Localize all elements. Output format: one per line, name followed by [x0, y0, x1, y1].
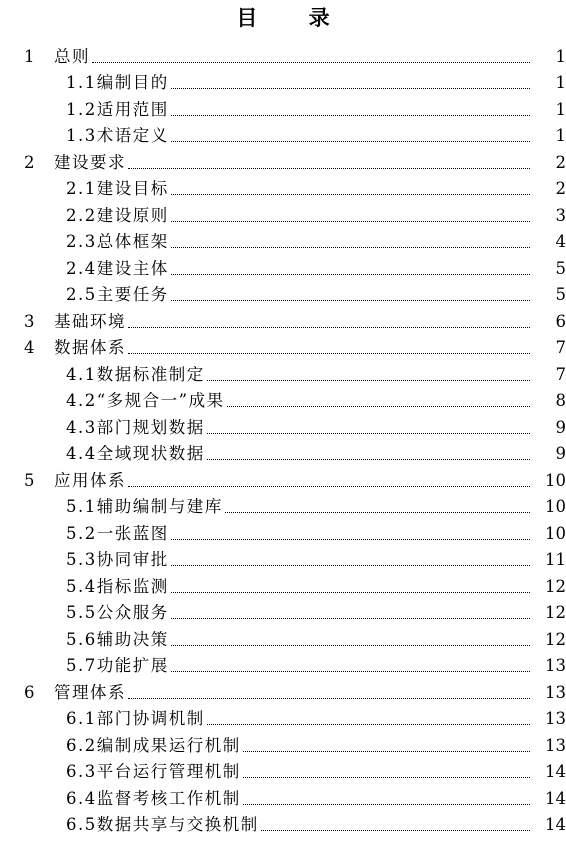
- toc-entry-label: [0, 496, 225, 518]
- toc-leader-dots: [171, 617, 530, 619]
- toc-entry-number: 1.1: [66, 73, 97, 92]
- toc-entry-text: 建设主体: [96, 258, 169, 278]
- toc-leader-dots: [171, 246, 530, 248]
- toc-entry-number: 2.2: [66, 205, 97, 225]
- toc-page-number: 13: [545, 656, 566, 675]
- toc-entry-label: [0, 46, 92, 68]
- toc-entry-text: 监督考核工作机制: [96, 788, 241, 808]
- toc-leader-dots: [171, 538, 530, 540]
- toc-section-entry[interactable]: [0, 545, 566, 572]
- toc-chapter-entry[interactable]: [0, 465, 566, 492]
- toc-entry-number: 1: [24, 46, 36, 66]
- toc-entry-number: 2.5: [66, 285, 97, 304]
- toc-entry-number: 5.7: [66, 656, 97, 675]
- toc-entry-number: 4.1: [66, 364, 97, 384]
- toc-entry-label: [0, 284, 171, 306]
- toc-section-entry[interactable]: [0, 94, 566, 121]
- toc-entry-label: [0, 470, 128, 492]
- toc-entry-label: [0, 814, 261, 836]
- toc-page-number: 3: [555, 205, 566, 225]
- toc-entry-text: 总体框架: [96, 232, 169, 251]
- toc-entry-text: 平台运行管理机制: [96, 762, 241, 781]
- toc-page-number: 10: [545, 523, 566, 543]
- toc-entry-label: [0, 443, 207, 465]
- toc-section-entry[interactable]: [0, 598, 566, 625]
- toc-entry-label: [0, 231, 171, 253]
- toc-leader-dots: [207, 458, 530, 460]
- toc-leader-dots: [171, 140, 530, 142]
- toc-entry-label: [0, 364, 207, 386]
- toc-page-number: 2: [555, 152, 566, 172]
- toc-entry-label: [0, 788, 243, 810]
- toc-leader-dots: [128, 485, 530, 487]
- toc-entry-text: 协同审批: [96, 550, 169, 569]
- toc-entry-number: 6.3: [66, 762, 97, 781]
- toc-chapter-entry[interactable]: [0, 147, 566, 174]
- toc-page-number: 10: [545, 470, 566, 490]
- toc-entry-number: 4: [24, 338, 36, 357]
- toc-entry-label: [0, 99, 171, 121]
- toc-section-entry[interactable]: [0, 518, 566, 545]
- toc-section-entry[interactable]: [0, 624, 566, 651]
- toc-entry-label: [0, 311, 128, 333]
- toc-page-number: 7: [555, 364, 566, 384]
- toc-entry-number: 1.3: [66, 126, 97, 145]
- toc-section-entry[interactable]: [0, 571, 566, 598]
- toc-section-entry[interactable]: [0, 280, 566, 307]
- toc-entry-text: 主要任务: [96, 285, 169, 304]
- toc-leader-dots: [243, 776, 530, 778]
- toc-entry-text: 数据共享与交换机制: [96, 815, 259, 834]
- toc-chapter-entry[interactable]: [0, 306, 566, 333]
- toc-entry-label: [0, 178, 171, 200]
- toc-entry-text: 辅助编制与建库: [96, 497, 223, 516]
- toc-entry-label: [0, 735, 243, 757]
- toc-leader-dots: [171, 644, 530, 646]
- toc-entry-text: 编制成果运行机制: [96, 735, 241, 755]
- toc-page-number: 6: [555, 311, 566, 331]
- toc-leader-dots: [128, 697, 530, 699]
- toc-entry-number: 4.4: [66, 444, 97, 463]
- toc-page-number: 4: [555, 232, 566, 251]
- toc-entry-text: 数据体系: [54, 338, 126, 357]
- toc-page-number: 13: [545, 682, 566, 702]
- toc-entry-text: 管理体系: [54, 682, 126, 702]
- toc-entry-text: 辅助决策: [96, 629, 169, 649]
- toc-entry-number: 6.4: [66, 788, 97, 808]
- toc-section-entry[interactable]: [0, 253, 566, 280]
- toc-entry-text: 指标监测: [96, 576, 169, 596]
- toc-leader-dots: [171, 670, 530, 672]
- toc-section-entry[interactable]: [0, 704, 566, 731]
- toc-leader-dots: [207, 723, 530, 725]
- toc-leader-dots: [171, 220, 530, 222]
- toc-entry-number: 2.4: [66, 258, 97, 278]
- toc-section-entry[interactable]: [0, 810, 566, 837]
- toc-page-number: 12: [545, 576, 566, 596]
- toc-entry-label: [0, 205, 171, 227]
- toc-page-number: 11: [545, 550, 566, 569]
- toc-entry-text: 应用体系: [54, 470, 126, 490]
- toc-entry-text: 部门协调机制: [96, 709, 205, 728]
- toc-entry-label: [0, 523, 171, 545]
- toc-entry-text: 适用范围: [96, 99, 169, 119]
- toc-leader-dots: [207, 432, 530, 434]
- toc-page-number: 5: [555, 285, 566, 304]
- toc-page-number: 10: [545, 497, 566, 516]
- toc-entry-text: 总则: [54, 46, 90, 66]
- toc-section-entry[interactable]: [0, 386, 566, 413]
- toc-entry-number: 5.3: [66, 550, 97, 569]
- toc-page-number: 1: [555, 46, 566, 66]
- toc-section-entry[interactable]: [0, 757, 566, 784]
- toc-section-entry[interactable]: [0, 174, 566, 201]
- toc-section-entry[interactable]: [0, 651, 566, 678]
- toc-entry-text: 基础环境: [54, 311, 126, 331]
- toc-page-number: 9: [555, 417, 566, 437]
- toc-entry-number: 4.2: [66, 391, 97, 410]
- toc-entry-number: 5: [24, 470, 36, 490]
- toc-section-entry[interactable]: [0, 783, 566, 810]
- toc-leader-dots: [171, 591, 530, 593]
- toc-entry-number: 2: [24, 152, 36, 172]
- toc-entry-label: [0, 761, 243, 783]
- toc-leader-dots: [225, 511, 530, 513]
- toc-entry-text: 术语定义: [96, 126, 169, 145]
- toc-page-number: 13: [545, 709, 566, 728]
- toc-entry-number: 5.5: [66, 603, 97, 622]
- toc-entry-text: 建设目标: [96, 179, 169, 198]
- toc-entry-label: [0, 549, 171, 571]
- toc-page-number: 14: [545, 788, 566, 808]
- toc-entry-label: [0, 390, 227, 412]
- toc-leader-dots: [171, 564, 530, 566]
- toc-leader-dots: [171, 273, 530, 275]
- toc-page-number: 1: [555, 126, 566, 145]
- toc-entry-number: 5.2: [66, 523, 97, 543]
- toc-page-number: 12: [545, 629, 566, 649]
- toc-entry-label: [0, 682, 128, 704]
- toc-entry-label: [0, 337, 128, 359]
- toc-chapter-entry[interactable]: [0, 333, 566, 360]
- toc-chapter-entry[interactable]: [0, 41, 566, 68]
- toc-entry-number: 1.2: [66, 99, 97, 119]
- toc-entry-number: 5.6: [66, 629, 97, 649]
- toc-entry-number: 6.2: [66, 735, 97, 755]
- toc-entry-text: 部门规划数据: [96, 417, 205, 437]
- toc-entry-text: 建设原则: [96, 205, 169, 225]
- toc-page-number: 9: [555, 444, 566, 463]
- toc-leader-dots: [243, 803, 530, 805]
- toc-entry-text: “多规合一”成果: [96, 391, 225, 410]
- toc-section-entry[interactable]: [0, 439, 566, 466]
- toc-page-number: 14: [545, 762, 566, 781]
- toc-entry-label: [0, 258, 171, 280]
- toc-leader-dots: [128, 326, 530, 328]
- toc-leader-dots: [128, 167, 530, 169]
- toc-section-entry[interactable]: [0, 227, 566, 254]
- toc-page-number: 1: [555, 99, 566, 119]
- toc-entry-label: [0, 602, 171, 624]
- toc-leader-dots: [171, 193, 530, 195]
- toc-chapter-entry[interactable]: [0, 677, 566, 704]
- toc-entry-text: 数据标准制定: [96, 364, 205, 384]
- toc-entry-label: [0, 708, 207, 730]
- toc-section-entry[interactable]: [0, 492, 566, 519]
- toc-page-number: 7: [555, 338, 566, 357]
- toc-leader-dots: [171, 299, 530, 301]
- toc-entry-text: 建设要求: [54, 152, 126, 172]
- toc-leader-dots: [227, 405, 530, 407]
- toc-page-number: 8: [555, 391, 566, 410]
- toc-leader-dots: [128, 352, 530, 354]
- toc-section-entry[interactable]: [0, 359, 566, 386]
- toc-page-number: 5: [555, 258, 566, 278]
- toc-entry-number: 4.3: [66, 417, 97, 437]
- toc-entry-label: [0, 152, 128, 174]
- toc-section-entry[interactable]: [0, 68, 566, 95]
- toc-entry-label: [0, 576, 171, 598]
- toc-leader-dots: [171, 114, 530, 116]
- toc-entry-text: 全域现状数据: [96, 444, 205, 463]
- toc-entry-label: [0, 125, 171, 147]
- toc-entry-number: 6: [24, 682, 36, 702]
- toc-title: 目 录: [236, 5, 352, 30]
- toc-entry-text: 编制目的: [96, 73, 169, 92]
- toc-entry-number: 5.4: [66, 576, 97, 596]
- toc-page-number: 1: [555, 73, 566, 92]
- toc-leader-dots: [243, 750, 530, 752]
- toc-entry-label: [0, 655, 171, 677]
- toc-page-number: 14: [545, 815, 566, 834]
- toc-section-entry[interactable]: [0, 730, 566, 757]
- toc-leader-dots: [261, 829, 530, 831]
- toc-entry-text: 公众服务: [96, 603, 169, 622]
- toc-entry-label: [0, 629, 171, 651]
- toc-section-entry[interactable]: [0, 121, 566, 148]
- toc-section-entry[interactable]: [0, 412, 566, 439]
- toc-leader-dots: [92, 61, 530, 63]
- toc-entry-text: 功能扩展: [96, 656, 169, 675]
- toc-leader-dots: [207, 379, 530, 381]
- toc-entry-text: 一张蓝图: [96, 523, 169, 543]
- toc-entry-number: 5.1: [66, 497, 97, 516]
- toc-entry-number: 2.1: [66, 179, 97, 198]
- toc-leader-dots: [171, 87, 530, 89]
- toc-page-number: 13: [545, 735, 566, 755]
- table-of-contents: [0, 41, 566, 836]
- toc-page-number: 2: [555, 179, 566, 198]
- toc-page-number: 12: [545, 603, 566, 622]
- toc-section-entry[interactable]: [0, 200, 566, 227]
- toc-entry-number: 6.1: [66, 709, 97, 728]
- toc-entry-number: 3: [24, 311, 36, 331]
- toc-entry-number: 6.5: [66, 815, 97, 834]
- toc-entry-number: 2.3: [66, 232, 97, 251]
- toc-entry-label: [0, 417, 207, 439]
- toc-entry-label: [0, 72, 171, 94]
